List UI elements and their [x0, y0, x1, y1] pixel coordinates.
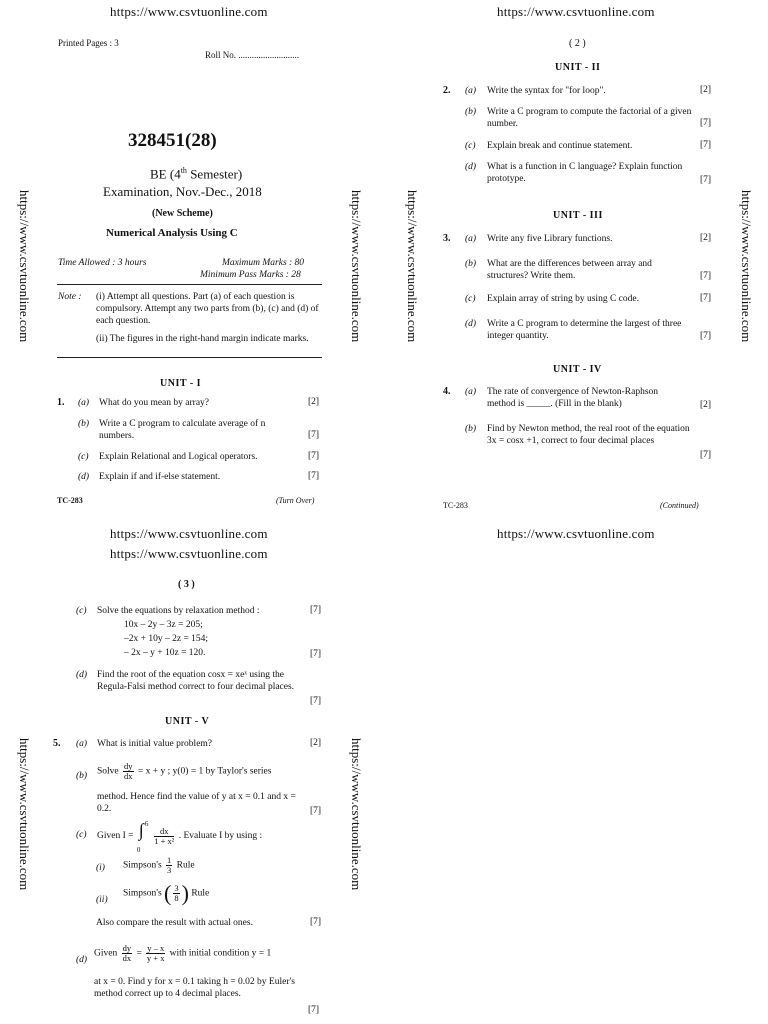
unit-heading: UNIT - V: [165, 716, 210, 727]
question-label: (b): [465, 259, 477, 269]
question-text: Solve $\frac{dy}{dx}$ = x + y ; y(0) = 1 by Taylor's series: [97, 761, 272, 781]
question-label: (b): [465, 107, 477, 117]
derivative-fraction: $\frac{dy}{dx}$: [124, 761, 133, 781]
marks: [7]: [310, 649, 322, 659]
marks: [2]: [700, 400, 712, 410]
equation: 10x – 2y – 3z = 205;: [124, 620, 203, 630]
question-text: What is initial value problem?: [97, 739, 213, 749]
marks: [7]: [700, 331, 712, 341]
question-label: (b): [76, 771, 88, 781]
exam-session: Examination, Nov.-Dec., 2018: [103, 184, 262, 199]
divider: [57, 357, 322, 358]
unit-heading: UNIT - I: [160, 378, 202, 389]
question-number: 5.: [53, 738, 61, 749]
marks: [7]: [700, 293, 712, 303]
unit-heading: UNIT - II: [555, 62, 601, 73]
marks: [2]: [700, 85, 712, 95]
question-label: (d): [465, 319, 477, 329]
question-text: The rate of convergence of Newton-Raphson method is _____. (Fill in the blank): [487, 387, 659, 409]
equation: – 2x – y + 10z = 120.: [124, 648, 206, 658]
question-label: (b): [78, 419, 90, 429]
integrand-fraction: $\frac{dx}{\text{1 + x²}}$: [154, 825, 175, 846]
question-text: at x = 0. Find y for x = 0.1 taking h = 0.02 by Euler's method correct up to 4 decimal places.: [94, 977, 295, 999]
watermark-url-vertical: https://www.csvtuonline.com: [17, 738, 32, 891]
fraction: $\frac{3}{8}$: [174, 883, 179, 903]
scheme: (New Scheme): [152, 208, 213, 219]
question-text: Given $\frac{dy}{dx}$ = $\frac{y - x}{y + x}$ with initial condition y = 1: [94, 943, 272, 963]
question-label: (c): [78, 452, 89, 462]
question-label: (a): [465, 234, 477, 244]
question-label: (c): [76, 830, 87, 840]
question-text: Explain break and continue statement.: [487, 141, 633, 151]
marks: [7]: [310, 696, 322, 706]
question-text: Find the root of the equation cosx = xeˣ using the Regula-Falsi method correct to four decimal places.: [97, 670, 295, 692]
watermark-url: https://www.csvtuonline.com: [497, 526, 655, 541]
footer-continued: (Continued): [660, 501, 699, 510]
marks: [2]: [310, 738, 322, 748]
question-text: What do you mean by array?: [99, 398, 209, 408]
derivative-fraction: $\frac{dy}{dx}$: [122, 943, 132, 963]
question-text: Also compare the result with actual ones.: [96, 918, 253, 928]
question-text: Explain Relational and Logical operators.: [99, 452, 258, 462]
marks: [7]: [700, 450, 712, 460]
unit-heading: UNIT - IV: [553, 364, 602, 375]
watermark-url-vertical: https://www.csvtuonline.com: [17, 190, 32, 343]
question-label: (c): [76, 606, 87, 616]
question-label: (d): [76, 955, 88, 965]
question-label: (a): [465, 387, 477, 397]
note-item: (ii) The figures in the right-hand margin indicate marks.: [96, 334, 309, 344]
question-text: Write a C program to compute the factorial of a given number.: [487, 107, 692, 129]
marks: [2]: [308, 397, 320, 407]
question-label: (d): [78, 472, 90, 482]
question-text: Given I = ∫ 6 0 $\frac{dx}{\text{1 + x²}}$ . Evaluate I by using :: [97, 820, 263, 854]
time-allowed: Time Allowed : 3 hours: [58, 258, 147, 268]
marks: [7]: [700, 118, 712, 128]
watermark-url: https://www.csvtuonline.com: [110, 546, 268, 561]
question-text: What are the differences between array and structures? Write them.: [487, 259, 652, 281]
marks: [7]: [308, 430, 320, 440]
question-label: (d): [76, 670, 88, 680]
question-number: 2.: [443, 85, 451, 96]
marks: [7]: [308, 451, 320, 461]
question-label: (a): [465, 86, 477, 96]
printed-pages: Printed Pages : 3: [58, 38, 119, 48]
question-label: (c): [465, 294, 476, 304]
sub-label: (i): [96, 863, 105, 873]
paper-code: 328451(28): [128, 130, 217, 151]
question-label: (b): [465, 424, 477, 434]
marks: [7]: [310, 806, 322, 816]
equation: –2x + 10y – 2z = 154;: [124, 634, 209, 644]
divider: [57, 284, 322, 285]
watermark-url: https://www.csvtuonline.com: [497, 4, 655, 19]
question-text: Find by Newton method, the real root of the equation 3x = cosx +1, correct to four decimal places: [487, 424, 690, 446]
marks: [7]: [310, 917, 322, 927]
marks: [7]: [308, 471, 320, 481]
page-number: ( 3 ): [178, 579, 195, 590]
max-marks: Maximum Marks : 80: [222, 258, 305, 268]
marks: [7]: [700, 175, 712, 185]
question-text: Explain array of string by using C code.: [487, 294, 639, 304]
question-number: 4.: [443, 386, 451, 397]
subject-title: Numerical Analysis Using C: [106, 227, 238, 239]
question-text: Write a C program to calculate average of n numbers.: [99, 419, 266, 441]
fraction: $\frac{1}{3}$: [167, 855, 172, 875]
note-item: (i) Attempt all questions. Part (a) of each question is compulsory. Attempt any two parts from (b), (c) and (d) of each question.: [96, 292, 319, 326]
question-number: 1.: [57, 397, 65, 408]
marks: [7]: [700, 271, 712, 281]
marks: [2]: [700, 233, 712, 243]
unit-heading: UNIT - III: [553, 210, 603, 221]
degree: BE (4th Semester): [150, 166, 243, 182]
roll-no: Roll No. ...........................: [205, 50, 300, 60]
marks: [7]: [310, 605, 322, 615]
min-marks: Minimum Pass Marks : 28: [200, 270, 301, 280]
watermark-url-vertical: https://www.csvtuonline.com: [405, 190, 420, 343]
simpson-three-eighth: Simpson's ( $\frac{3}{8}$ ) Rule: [123, 880, 210, 906]
watermark-url-vertical: https://www.csvtuonline.com: [739, 190, 754, 343]
marks: [7]: [308, 1005, 320, 1015]
sub-label: (ii): [96, 895, 108, 905]
question-text: Solve the equations by relaxation method :: [97, 606, 260, 616]
page-number: ( 2 ): [569, 38, 586, 49]
simpson-one-third: Simpson's $\frac{1}{3}$ Rule: [123, 855, 195, 875]
question-label: (a): [76, 739, 88, 749]
question-label: (c): [465, 141, 476, 151]
question-text: Write the syntax for "for loop".: [487, 86, 606, 96]
watermark-url: https://www.csvtuonline.com: [110, 4, 268, 19]
footer-code: TC-283: [57, 496, 83, 505]
footer-turn-over: (Turn Over): [276, 496, 315, 505]
watermark-url: https://www.csvtuonline.com: [110, 526, 268, 541]
rhs-fraction: $\frac{y - x}{y + x}$: [146, 943, 165, 963]
question-number: 3.: [443, 233, 451, 244]
question-text: Explain if and if-else statement.: [99, 472, 221, 482]
question-label: (a): [78, 398, 90, 408]
note-label: Note :: [58, 292, 82, 302]
question-text: What is a function in C language? Explain function prototype.: [487, 162, 683, 184]
question-text: Write a C program to determine the largest of three integer quantity.: [487, 319, 682, 341]
integral-sign: ∫ 6 0: [136, 820, 149, 854]
watermark-url-vertical: https://www.csvtuonline.com: [349, 190, 364, 343]
watermark-url-vertical: https://www.csvtuonline.com: [349, 738, 364, 891]
question-label: (d): [465, 162, 477, 172]
question-text: method. Hence find the value of y at x = 0.1 and x = 0.2.: [97, 792, 296, 814]
footer-code: TC-283: [443, 501, 468, 510]
question-text: Write any five Library functions.: [487, 234, 613, 244]
marks: [7]: [700, 140, 712, 150]
